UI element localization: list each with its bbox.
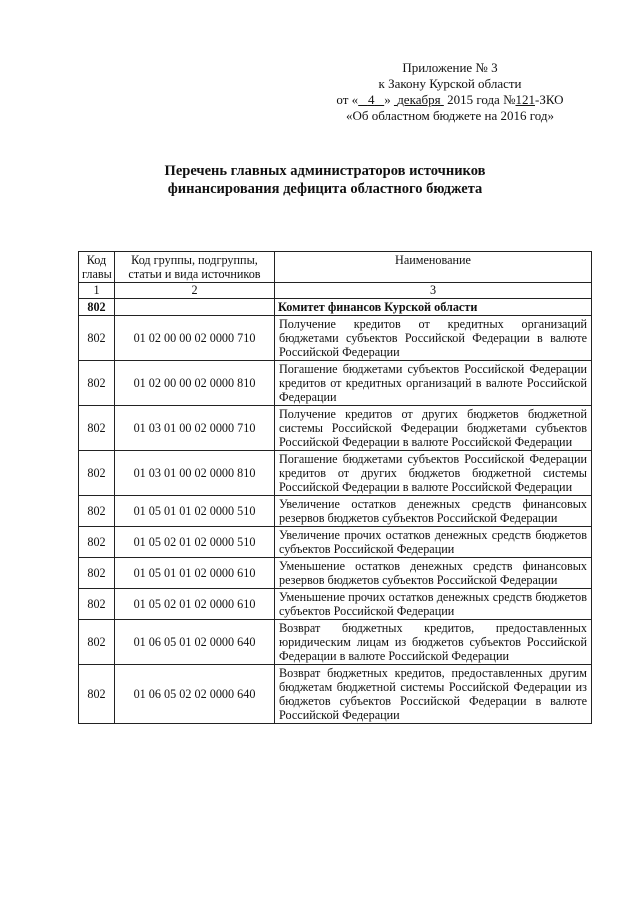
source-name-cell: Возврат бюджетных кредитов, предоставленных юридическим лицам из бюджетов субъектов Российской Федерации в валюте Российской Федерации — [275, 620, 592, 665]
chapter-code-cell: 802 — [79, 589, 115, 620]
appendix-law-title: «Об областном бюджете на 2016 год» — [346, 108, 554, 123]
source-code-cell: 01 02 00 00 02 0000 710 — [115, 316, 275, 361]
column-number: 3 — [275, 283, 592, 299]
source-name-cell: Увеличение остатков денежных средств финансовых резервов бюджетов субъектов Российской Федерации — [275, 496, 592, 527]
document-title — [60, 162, 590, 198]
header-name: Наименование — [275, 252, 592, 283]
source-code-cell: 01 03 01 00 02 0000 710 — [115, 406, 275, 451]
source-name-cell: Погашение бюджетами субъектов Российской Федерации кредитов от других бюджетов бюджетной системы Российской Федерации в валюте Российской Федерации — [275, 451, 592, 496]
table-row — [79, 406, 592, 451]
source-code-cell: 01 06 05 02 02 0000 640 — [115, 665, 275, 724]
source-code-cell: 01 05 01 01 02 0000 510 — [115, 496, 275, 527]
source-code-cell: 01 02 00 00 02 0000 810 — [115, 361, 275, 406]
table-row — [79, 665, 592, 724]
date-year: 2015 года № — [447, 92, 516, 107]
source-name-cell: Уменьшение остатков денежных средств финансовых резервов бюджетов субъектов Российской Федерации — [275, 558, 592, 589]
chapter-code-cell: 802 — [79, 406, 115, 451]
source-name-cell: Получение кредитов от других бюджетов бюджетной системы Российской Федерации бюджетами субъектов Российской Федерации в валюте Российской Федерации — [275, 406, 592, 451]
source-name-cell: Уменьшение прочих остатков денежных средств бюджетов субъектов Российской Федерации — [275, 589, 592, 620]
chapter-code-cell: 802 — [79, 496, 115, 527]
title-line-2: финансирования дефицита областного бюджета — [167, 181, 483, 197]
source-code-cell: 01 03 01 00 02 0000 810 — [115, 451, 275, 496]
table-row — [79, 361, 592, 406]
chapter-code-cell: 802 — [79, 527, 115, 558]
appendix-law-reference: к Закону Курской области — [378, 76, 522, 91]
date-mid: » — [384, 92, 391, 107]
header-group-code: Код группы, подгруппы, статьи и вида источников — [115, 252, 275, 283]
source-name-cell: Погашение бюджетами субъектов Российской Федерации кредитов от кредитных организаций в валюте Российской Федерации — [275, 361, 592, 406]
header-chapter-code: Код главы — [79, 252, 115, 283]
appendix-date-line — [300, 92, 600, 108]
source-name-cell: Получение кредитов от кредитных организаций бюджетами субъектов Российской Федерации в валюте Российской Федерации — [275, 316, 592, 361]
appendix-number: Приложение № 3 — [402, 60, 498, 75]
appendix-header — [300, 60, 600, 124]
chapter-code-cell: 802 — [79, 316, 115, 361]
table-row — [79, 316, 592, 361]
column-number-row — [79, 283, 592, 299]
date-day: 4 — [367, 92, 375, 107]
group-row — [79, 299, 592, 316]
chapter-code-cell: 802 — [79, 665, 115, 724]
table-row — [79, 589, 592, 620]
source-code-cell: 01 05 02 01 02 0000 610 — [115, 589, 275, 620]
chapter-code-cell: 802 — [79, 361, 115, 406]
chapter-code-cell: 802 — [79, 620, 115, 665]
administrators-table — [78, 251, 592, 724]
source-code-cell: 01 06 05 01 02 0000 640 — [115, 620, 275, 665]
source-name-cell: Увеличение прочих остатков денежных средств бюджетов субъектов Российской Федерации — [275, 527, 592, 558]
law-suffix: -ЗКО — [534, 92, 564, 107]
column-number: 1 — [79, 283, 115, 299]
source-code-cell: 01 05 01 01 02 0000 610 — [115, 558, 275, 589]
date-month: декабря — [397, 92, 441, 107]
table-row — [79, 620, 592, 665]
source-code-cell: 01 05 02 01 02 0000 510 — [115, 527, 275, 558]
group-empty-cell — [115, 299, 275, 316]
title-line-1: Перечень главных администраторов источников — [164, 163, 486, 179]
table-row — [79, 558, 592, 589]
chapter-code-cell: 802 — [79, 558, 115, 589]
column-number: 2 — [115, 283, 275, 299]
table-header-row — [79, 252, 592, 283]
source-name-cell: Возврат бюджетных кредитов, предоставленных другим бюджетам бюджетной системы Российской Федерации из бюджетов субъектов Российской Федерации в валюте Российской Федерации — [275, 665, 592, 724]
table-row — [79, 527, 592, 558]
table-row — [79, 451, 592, 496]
group-name: Комитет финансов Курской области — [275, 299, 592, 316]
chapter-code-cell: 802 — [79, 451, 115, 496]
table-row — [79, 496, 592, 527]
group-chapter-code: 802 — [79, 299, 115, 316]
date-prefix: от « — [336, 92, 359, 107]
law-number: 121 — [515, 92, 535, 107]
